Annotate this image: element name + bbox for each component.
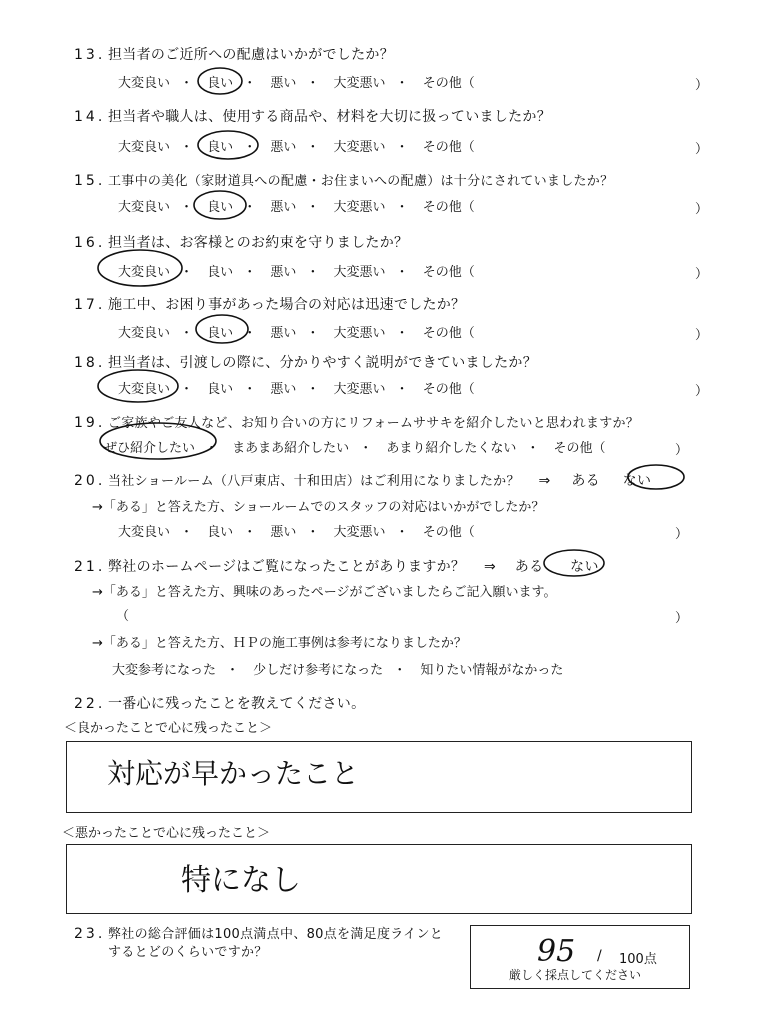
option-very-bad[interactable]: 大変悪い <box>333 200 386 215</box>
option-other[interactable]: その他（ <box>422 76 475 91</box>
question-text: 当社ショールーム（八戸東店、十和田店）はご利用になりましたか？ <box>108 474 520 489</box>
options-18: 大変良い ・ 良い ・ 悪い ・ 大変悪い ・ その他（ ） <box>118 378 708 397</box>
question-number: 16. <box>74 235 106 251</box>
option-very-bad[interactable]: 大変悪い <box>333 265 386 280</box>
option-very-good[interactable]: 大変良い <box>118 382 171 397</box>
option-bad[interactable]: 悪い <box>270 140 297 155</box>
option-other[interactable]: その他（ <box>422 326 475 341</box>
option-good[interactable]: 良い <box>207 382 234 397</box>
option-bad[interactable]: 悪い <box>270 200 297 215</box>
option-very-bad[interactable]: 大変悪い <box>333 525 386 540</box>
option-bad[interactable]: 悪い <box>270 265 297 280</box>
good-memory-label: ＜良かったことで心に残ったこと＞ <box>64 721 273 736</box>
arrow-icon: ⇒ <box>483 559 497 575</box>
option-yes[interactable]: ある <box>514 559 544 575</box>
question-number: 14. <box>74 109 106 125</box>
options-20: 大変良い ・ 良い ・ 悪い ・ 大変悪い ・ その他（ ） <box>118 521 688 540</box>
question-22 <box>74 693 365 713</box>
bad-memory-answer: 特になし <box>181 863 301 898</box>
followup-text: →「ある」と答えた方、ショールームでのスタッフの対応はいかがでしたか？ <box>92 500 545 515</box>
question-text: 担当者は、お客様とのお約束を守りましたか？ <box>108 235 409 251</box>
option-very-bad[interactable]: 大変悪い <box>333 76 386 91</box>
followup-text-1: →「ある」と答えた方、興味のあったページがございましたらご記入願います。 <box>92 585 557 600</box>
option-good[interactable]: 良い <box>207 140 234 155</box>
question-text-line2: するとどのくらいですか？ <box>108 945 268 960</box>
option-little-helpful[interactable]: 少しだけ参考になった <box>253 663 384 678</box>
options-14: 大変良い ・ 良い ・ 悪い ・ 大変悪い ・ その他（ ） <box>118 136 708 155</box>
options-15: 大変良い ・ 良い ・ 悪い ・ 大変悪い ・ その他（ ） <box>118 196 708 215</box>
option-other[interactable]: その他（ <box>422 140 475 155</box>
option-bad[interactable]: 悪い <box>270 382 297 397</box>
question-21 <box>74 556 599 576</box>
question-16 <box>74 232 408 252</box>
option-no[interactable]: ない <box>622 473 652 489</box>
question-number: 19. <box>74 415 106 431</box>
option-very-good[interactable]: 大変良い <box>118 525 171 540</box>
question-number: 13. <box>74 47 106 63</box>
option-good[interactable]: 良い <box>207 265 234 280</box>
option-very-bad[interactable]: 大変悪い <box>333 326 386 341</box>
question-text: 工事中の美化（家財道具への配慮・お住まいへの配慮）は十分にされていましたか？ <box>108 174 614 189</box>
option-very-bad[interactable]: 大変悪い <box>333 382 386 397</box>
option-bad[interactable]: 悪い <box>270 525 297 540</box>
question-text: 担当者のご近所への配慮はいかがでしたか？ <box>108 47 394 63</box>
question-number: 23. <box>74 926 106 942</box>
option-very-good[interactable]: 大変良い <box>118 265 171 280</box>
option-very-good[interactable]: 大変良い <box>118 140 171 155</box>
question-15 <box>74 170 613 189</box>
option-very-good[interactable]: 大変良い <box>118 200 171 215</box>
option-somewhat-refer[interactable]: まあまあ紹介したい <box>232 441 350 456</box>
question-text: 弊社のホームページはご覧になったことがありますか？ <box>108 559 466 575</box>
question-23 <box>74 923 443 942</box>
option-good[interactable]: 良い <box>207 326 234 341</box>
options-21: 大変参考になった ・ 少しだけ参考になった ・ 知りたい情報がなかった <box>112 659 702 678</box>
question-number: 18. <box>74 355 106 371</box>
options-16: 大変良い ・ 良い ・ 悪い ・ 大変悪い ・ その他（ ） <box>118 261 708 280</box>
option-not-refer[interactable]: あまり紹介したくない <box>386 441 517 456</box>
question-number: 22. <box>74 696 106 712</box>
question-13 <box>74 44 394 64</box>
option-very-good[interactable]: 大変良い <box>118 326 171 341</box>
option-other[interactable]: その他（ <box>422 200 475 215</box>
option-not-helpful[interactable]: 知りたい情報がなかった <box>420 663 564 678</box>
option-very-good[interactable]: 大変良い <box>118 76 171 91</box>
question-20 <box>74 470 651 490</box>
option-want-to-refer[interactable]: ぜひ紹介したい <box>104 441 196 456</box>
score-note: 厳しく採点してください <box>509 968 642 982</box>
option-other[interactable]: その他（ <box>422 265 475 280</box>
option-very-helpful[interactable]: 大変参考になった <box>112 663 217 678</box>
question-17 <box>74 294 465 314</box>
interest-page-field[interactable]: （ ） <box>116 609 688 626</box>
option-very-bad[interactable]: 大変悪い <box>333 140 386 155</box>
bad-memory-box[interactable] <box>66 844 692 914</box>
question-text: 一番心に残ったことを教えてください。 <box>108 696 366 712</box>
question-number: 15. <box>74 173 106 189</box>
question-number: 20. <box>74 473 106 489</box>
option-good[interactable]: 良い <box>207 200 234 215</box>
option-bad[interactable]: 悪い <box>270 326 297 341</box>
question-18 <box>74 352 537 372</box>
question-number: 17. <box>74 297 106 313</box>
option-other[interactable]: その他（ <box>553 441 606 456</box>
score-box[interactable] <box>470 925 690 989</box>
bad-memory-label: ＜悪かったことで心に残ったこと＞ <box>62 826 271 841</box>
score-slash: / <box>597 948 602 964</box>
option-good[interactable]: 良い <box>207 76 234 91</box>
arrow-icon: ⇒ <box>538 473 551 489</box>
options-13: 大変良い ・ 良い ・ 悪い ・ 大変悪い ・ その他（ ） <box>118 72 708 91</box>
option-other[interactable]: その他（ <box>422 525 475 540</box>
good-memory-box[interactable] <box>66 741 692 813</box>
option-yes[interactable]: ある <box>571 473 600 489</box>
question-19 <box>74 412 639 431</box>
option-other[interactable]: その他（ <box>422 382 475 397</box>
question-text: ご家族やご友人など、お知り合いの方にリフォームササキを紹介したいと思われますか？ <box>108 416 640 431</box>
followup-text-2: →「ある」と答えた方、ＨＰの施工事例は参考になりましたか？ <box>92 636 467 651</box>
question-number: 21. <box>74 559 106 575</box>
question-text-line1: 弊社の総合評価は100点満点中、80点を満足度ラインと <box>108 927 444 942</box>
score-max: 100点 <box>619 952 657 967</box>
question-text: 担当者は、引渡しの際に、分かりやすく説明ができていましたか？ <box>108 355 537 371</box>
question-text: 担当者や職人は、使用する商品や、材料を大切に扱っていましたか？ <box>108 109 552 125</box>
question-14 <box>74 106 551 126</box>
good-memory-answer: 対応が早かったこと <box>107 757 360 790</box>
option-bad[interactable]: 悪い <box>270 76 297 91</box>
option-good[interactable]: 良い <box>207 525 234 540</box>
score-value: 95 <box>537 934 576 969</box>
options-19: ぜひ紹介したい ・ まあまあ紹介したい ・ あまり紹介したくない ・ その他（ ） <box>104 437 688 456</box>
question-text: 施工中、お困り事があった場合の対応は迅速でしたか？ <box>108 297 466 313</box>
options-17: 大変良い ・ 良い ・ 悪い ・ 大変悪い ・ その他（ ） <box>118 322 708 341</box>
option-no[interactable]: ない <box>570 559 599 575</box>
